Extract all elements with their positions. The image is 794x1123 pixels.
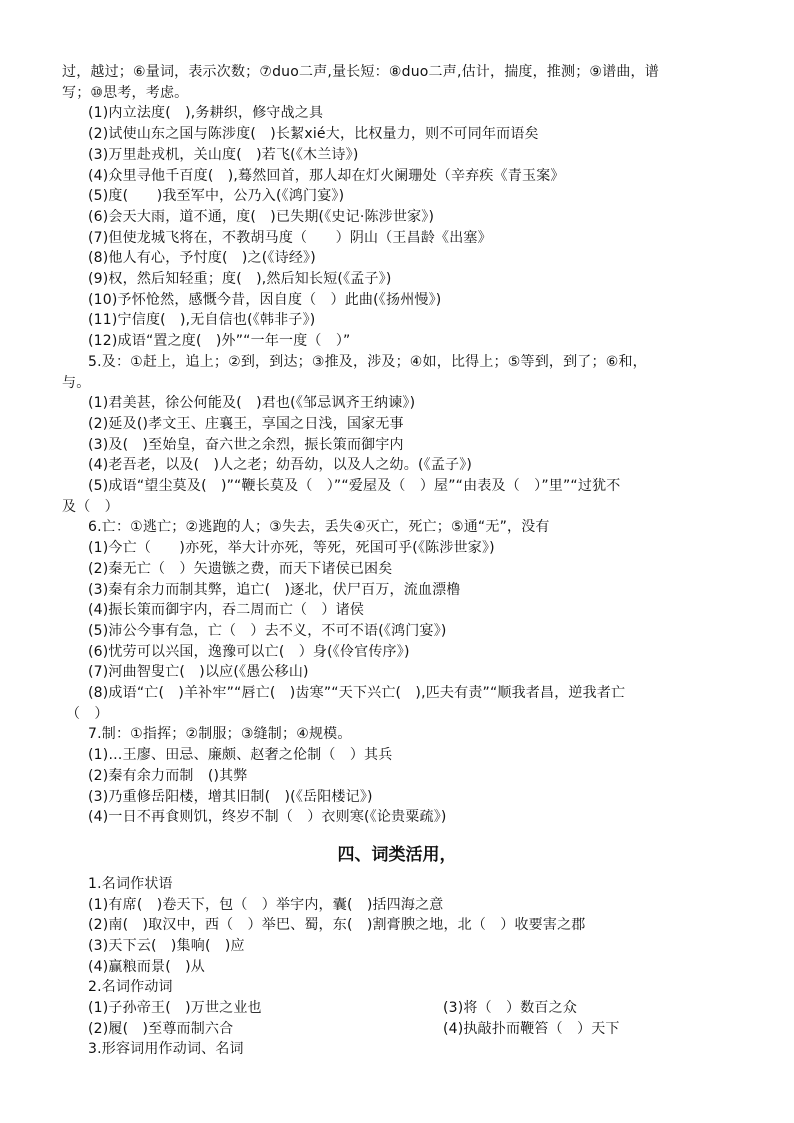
text-line: (12)成语“置之度( )外”“一年一度（ ）” xyxy=(88,333,351,350)
text-line: (4)振长策而御宇内，吞二周而亡（ ）诸侯 xyxy=(88,602,365,619)
list-item: (4)赢粮而景( )从 xyxy=(88,959,205,975)
text-line: (5)成语“望尘莫及( )”“鞭长莫及（ ）”“爱屋及（ ）屋”“由表及（ ）”里”“过犹不 xyxy=(88,478,621,494)
text-line: 7.制：①指挥；②制服；③缝制；④规模。 xyxy=(88,726,352,743)
text-line: (2)秦有余力而制 ()其弊 xyxy=(88,767,248,784)
text-line: (4)一日不再食则饥，终岁不制（ ）衣则寒(《论贵粟疏》) xyxy=(88,809,447,826)
text-line: (7)但使龙城飞将在，不教胡马度（ ）阴山（王昌龄《出塞》 xyxy=(88,229,492,246)
text-line: 5.及：①赶上，追上；②到，到达；③推及，涉及；④如，比得上；⑤等到，到了；⑥和， xyxy=(88,353,647,370)
text-line: (1)今亡（ )亦死，举大计亦死，等死，死国可乎(《陈涉世家》) xyxy=(88,540,495,557)
text-line: (1)内立法度( ),务耕织，修守战之具 xyxy=(88,105,324,122)
text-line: (9)权，然后知轻重；度( ),然后知长短(《孟子》) xyxy=(88,271,392,287)
text-line: (3)万里赴戎机，关山度( )若飞(《木兰诗》) xyxy=(88,146,359,163)
text-line: (3)乃重修岳阳楼，增其旧制( )(《岳阳楼记》) xyxy=(88,788,373,805)
text-line: (4)老吾老，以及( )人之老；幼吾幼，以及人之幼。(《孟子》) xyxy=(88,457,473,474)
text-line: 6.亡：①逃亡；②逃跑的人；③失去，丢失④灭亡，死亡；⑤通“无”，没有 xyxy=(88,519,550,536)
list-item: (4)执敲扑而鞭笞（ ）天下 xyxy=(443,1021,620,1037)
subheading-adjective: 3.形容词用作动词、名词 xyxy=(88,1041,244,1057)
list-item: (1)有席( )卷天下，包（ ）举宇内，囊( )括四海之意 xyxy=(88,897,444,913)
list-item: (1)子孙帝王( )万世之业也 xyxy=(88,1000,262,1016)
section-heading: 四、词类活用， xyxy=(337,845,457,865)
text-line: (7)河曲智叟亡( )以应(《愚公移山) xyxy=(88,664,309,681)
text-line: (1)君美甚，徐公何能及( )君也(《邹忌讽齐王纳谏》) xyxy=(88,395,416,412)
text-line: 与。 xyxy=(62,374,91,391)
text-line: (2)秦无亡（ ）矢遗镞之费，而天下诸侯已困矣 xyxy=(88,560,393,577)
text-line: 及（ ） xyxy=(62,498,119,515)
text-line: (2)试使山东之国与陈涉度( )长絜xié大，比权量力，则不可同年而语矣 xyxy=(88,126,539,143)
text-line: (1)…王廖、田忌、廉颇、赵奢之伦制（ ）其兵 xyxy=(88,747,393,764)
text-line: 写；⑩思考，考虑。 xyxy=(62,84,189,101)
list-item: (3)将（ ）数百之众 xyxy=(443,1000,578,1016)
list-item: (2)南( )取汉中，西（ ）举巴、蜀，东( )割膏腴之地，北（ ）收要害之郡 xyxy=(88,917,586,933)
subheading-noun-adverbial: 1.名词作状语 xyxy=(88,876,173,892)
text-line: (5)沛公今事有急，亡（ ）去不义，不可不语(《鸿门宴》) xyxy=(88,622,447,639)
text-line: (2)延及()孝文王、庄襄王，享国之日浅，国家无事 xyxy=(88,415,404,432)
text-line: (3)秦有余力而制其弊，追亡( )逐北，伏尸百万，流血漂橹 xyxy=(88,581,461,598)
text-line: (6)会天大雨，道不通，度( )已失期(《史记·陈涉世家》) xyxy=(88,208,435,225)
text-line: (4)众里寻他千百度( ),蓦然回首，那人却在灯火阑珊处（辛弃疾《青玉案》 xyxy=(88,167,565,184)
list-item: (3)天下云( )集响( )应 xyxy=(88,938,245,954)
text-line: （ ） xyxy=(66,705,109,722)
text-line: (10)予怀怆然，感慨今昔，因自度（ ）此曲(《扬州慢》) xyxy=(88,291,442,308)
text-line: (8)他人有心，予忖度( )之(《诗经》) xyxy=(88,250,316,267)
text-line: 过，越过；⑥量词，表示次数；⑦duo二声,量长短：⑧duo二声,估计，揣度，推测；⑨谱曲，谱 xyxy=(62,64,659,80)
list-item: (2)履( )至尊而制六合 xyxy=(88,1021,234,1037)
text-line: (6)忧劳可以兴国，逸豫可以亡( ）身(《伶官传序》) xyxy=(88,643,410,660)
text-line: (5)度( )我至军中，公乃入(《鸿门宴》) xyxy=(88,188,345,205)
text-line: (8)成语“亡( )羊补牢”“唇亡( )齿寒”“天下兴亡( ),匹夫有责”“顺我者昌，逆我者亡 xyxy=(88,685,626,701)
text-line: (11)宁信度( ),无自信也(《韩非子》) xyxy=(88,312,316,329)
text-line: (3)及( )至始皇，奋六世之余烈，振长策而御宇内 xyxy=(88,436,404,453)
subheading-noun-verb: 2.名词作动词 xyxy=(88,979,173,995)
